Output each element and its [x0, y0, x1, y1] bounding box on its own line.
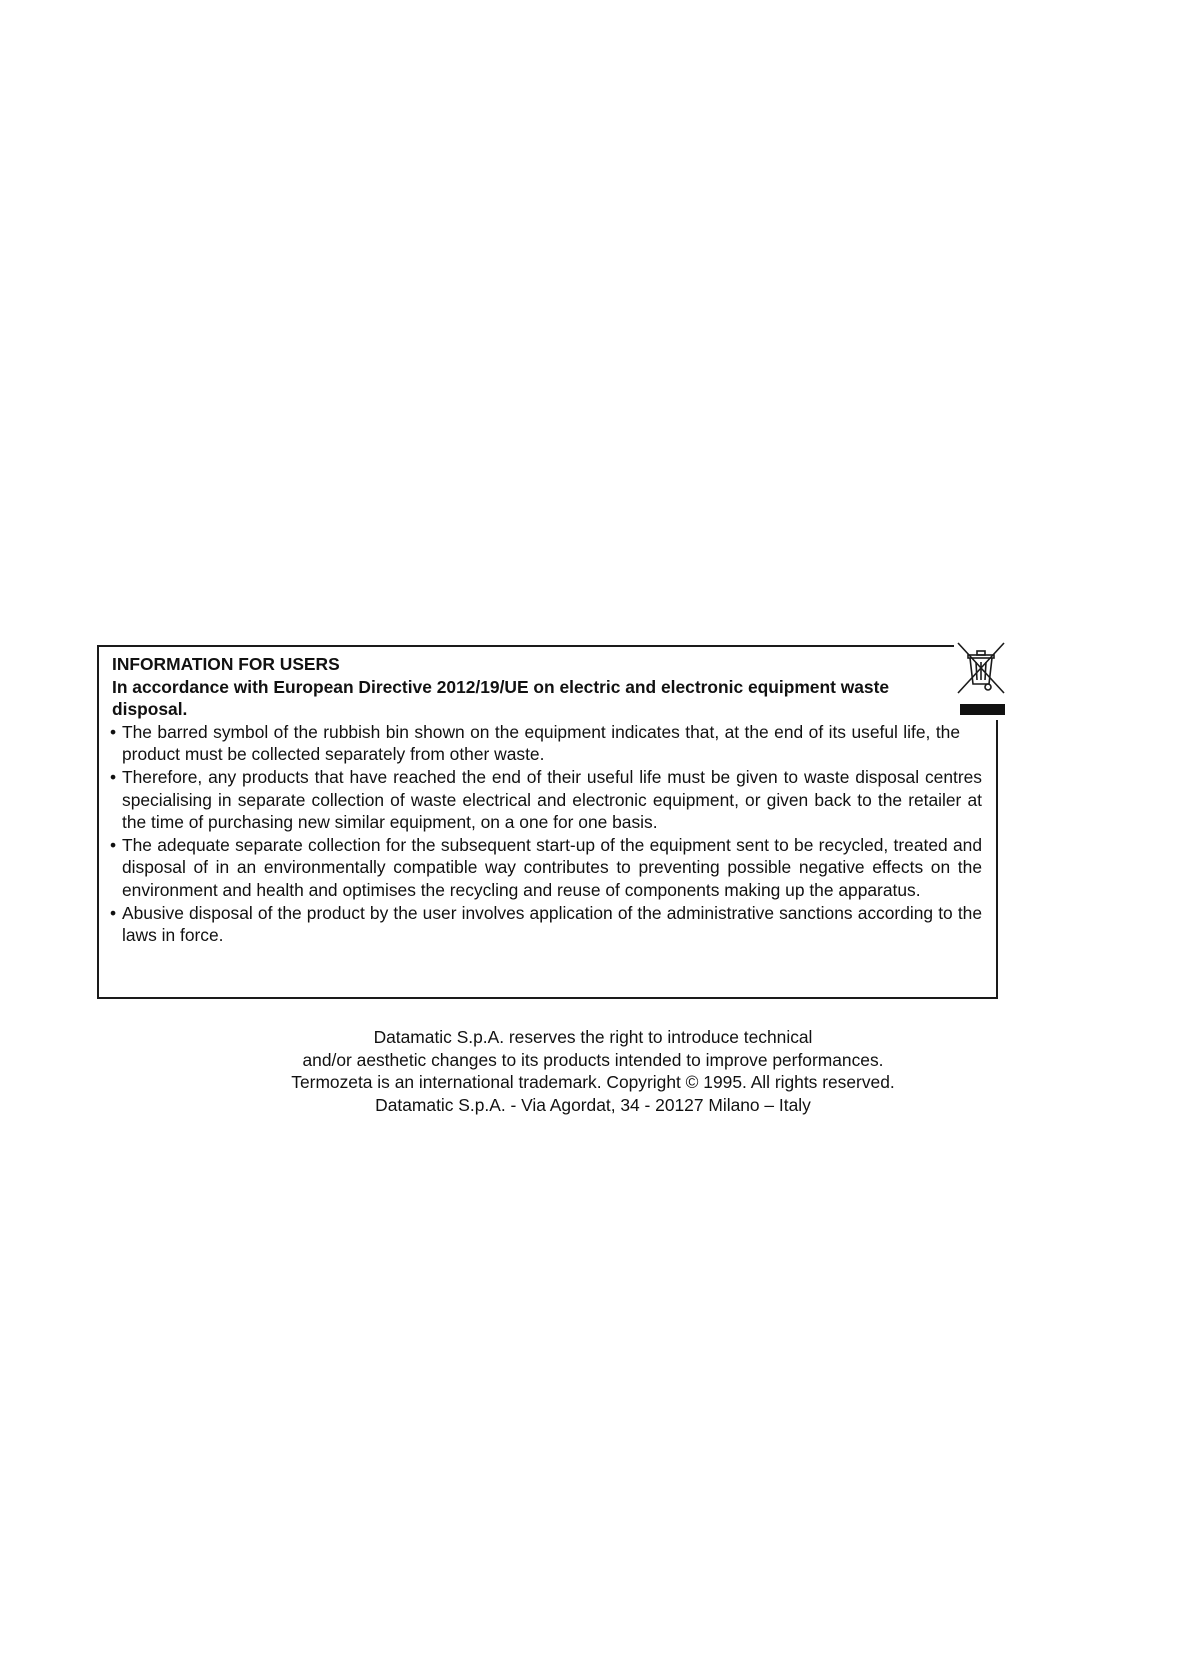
info-bullet: • The barred symbol of the rubbish bin shown on the equipment indicates that, at the end of its useful life, the product must be collected separately from other waste.: [112, 721, 960, 766]
info-bullet: • Abusive disposal of the product by the user involves application of the administrative sanctions according to the laws in force.: [112, 902, 982, 947]
box-top-border: [97, 645, 954, 647]
info-bullet: • The adequate separate collection for the subsequent start-up of the equipment sent to be recycled, treated and disposal of in an environmentally compatible way contributes to preventing possible negative effects on the environment and health and optimises the recycling and reuse of components making up the apparatus.: [112, 834, 982, 902]
footer-line: Termozeta is an international trademark. Copyright © 1995. All rights reserved.: [291, 1072, 895, 1093]
company-footer: [0, 1026, 1186, 1116]
info-box-content: [112, 653, 982, 947]
info-box-title: INFORMATION FOR USERS: [112, 654, 340, 674]
info-bullet: • Therefore, any products that have reached the end of their useful life must be given to waste disposal centres specialising in separate collection of waste electrical and electronic equipment, or given back to the retailer at the time of purchasing new similar equipment, on a one for one basis.: [112, 766, 982, 834]
footer-line: and/or aesthetic changes to its products intended to improve performances.: [302, 1049, 884, 1070]
info-bullet-list: [112, 721, 982, 947]
footer-line: Datamatic S.p.A. - Via Agordat, 34 - 20127 Milano – Italy: [375, 1094, 811, 1115]
info-box-subtitle: In accordance with European Directive 2012/19/UE on electric and electronic equipment waste disposal.: [112, 676, 890, 720]
footer-line: Datamatic S.p.A. reserves the right to introduce technical: [373, 1027, 813, 1047]
box-right-border: [996, 720, 998, 999]
